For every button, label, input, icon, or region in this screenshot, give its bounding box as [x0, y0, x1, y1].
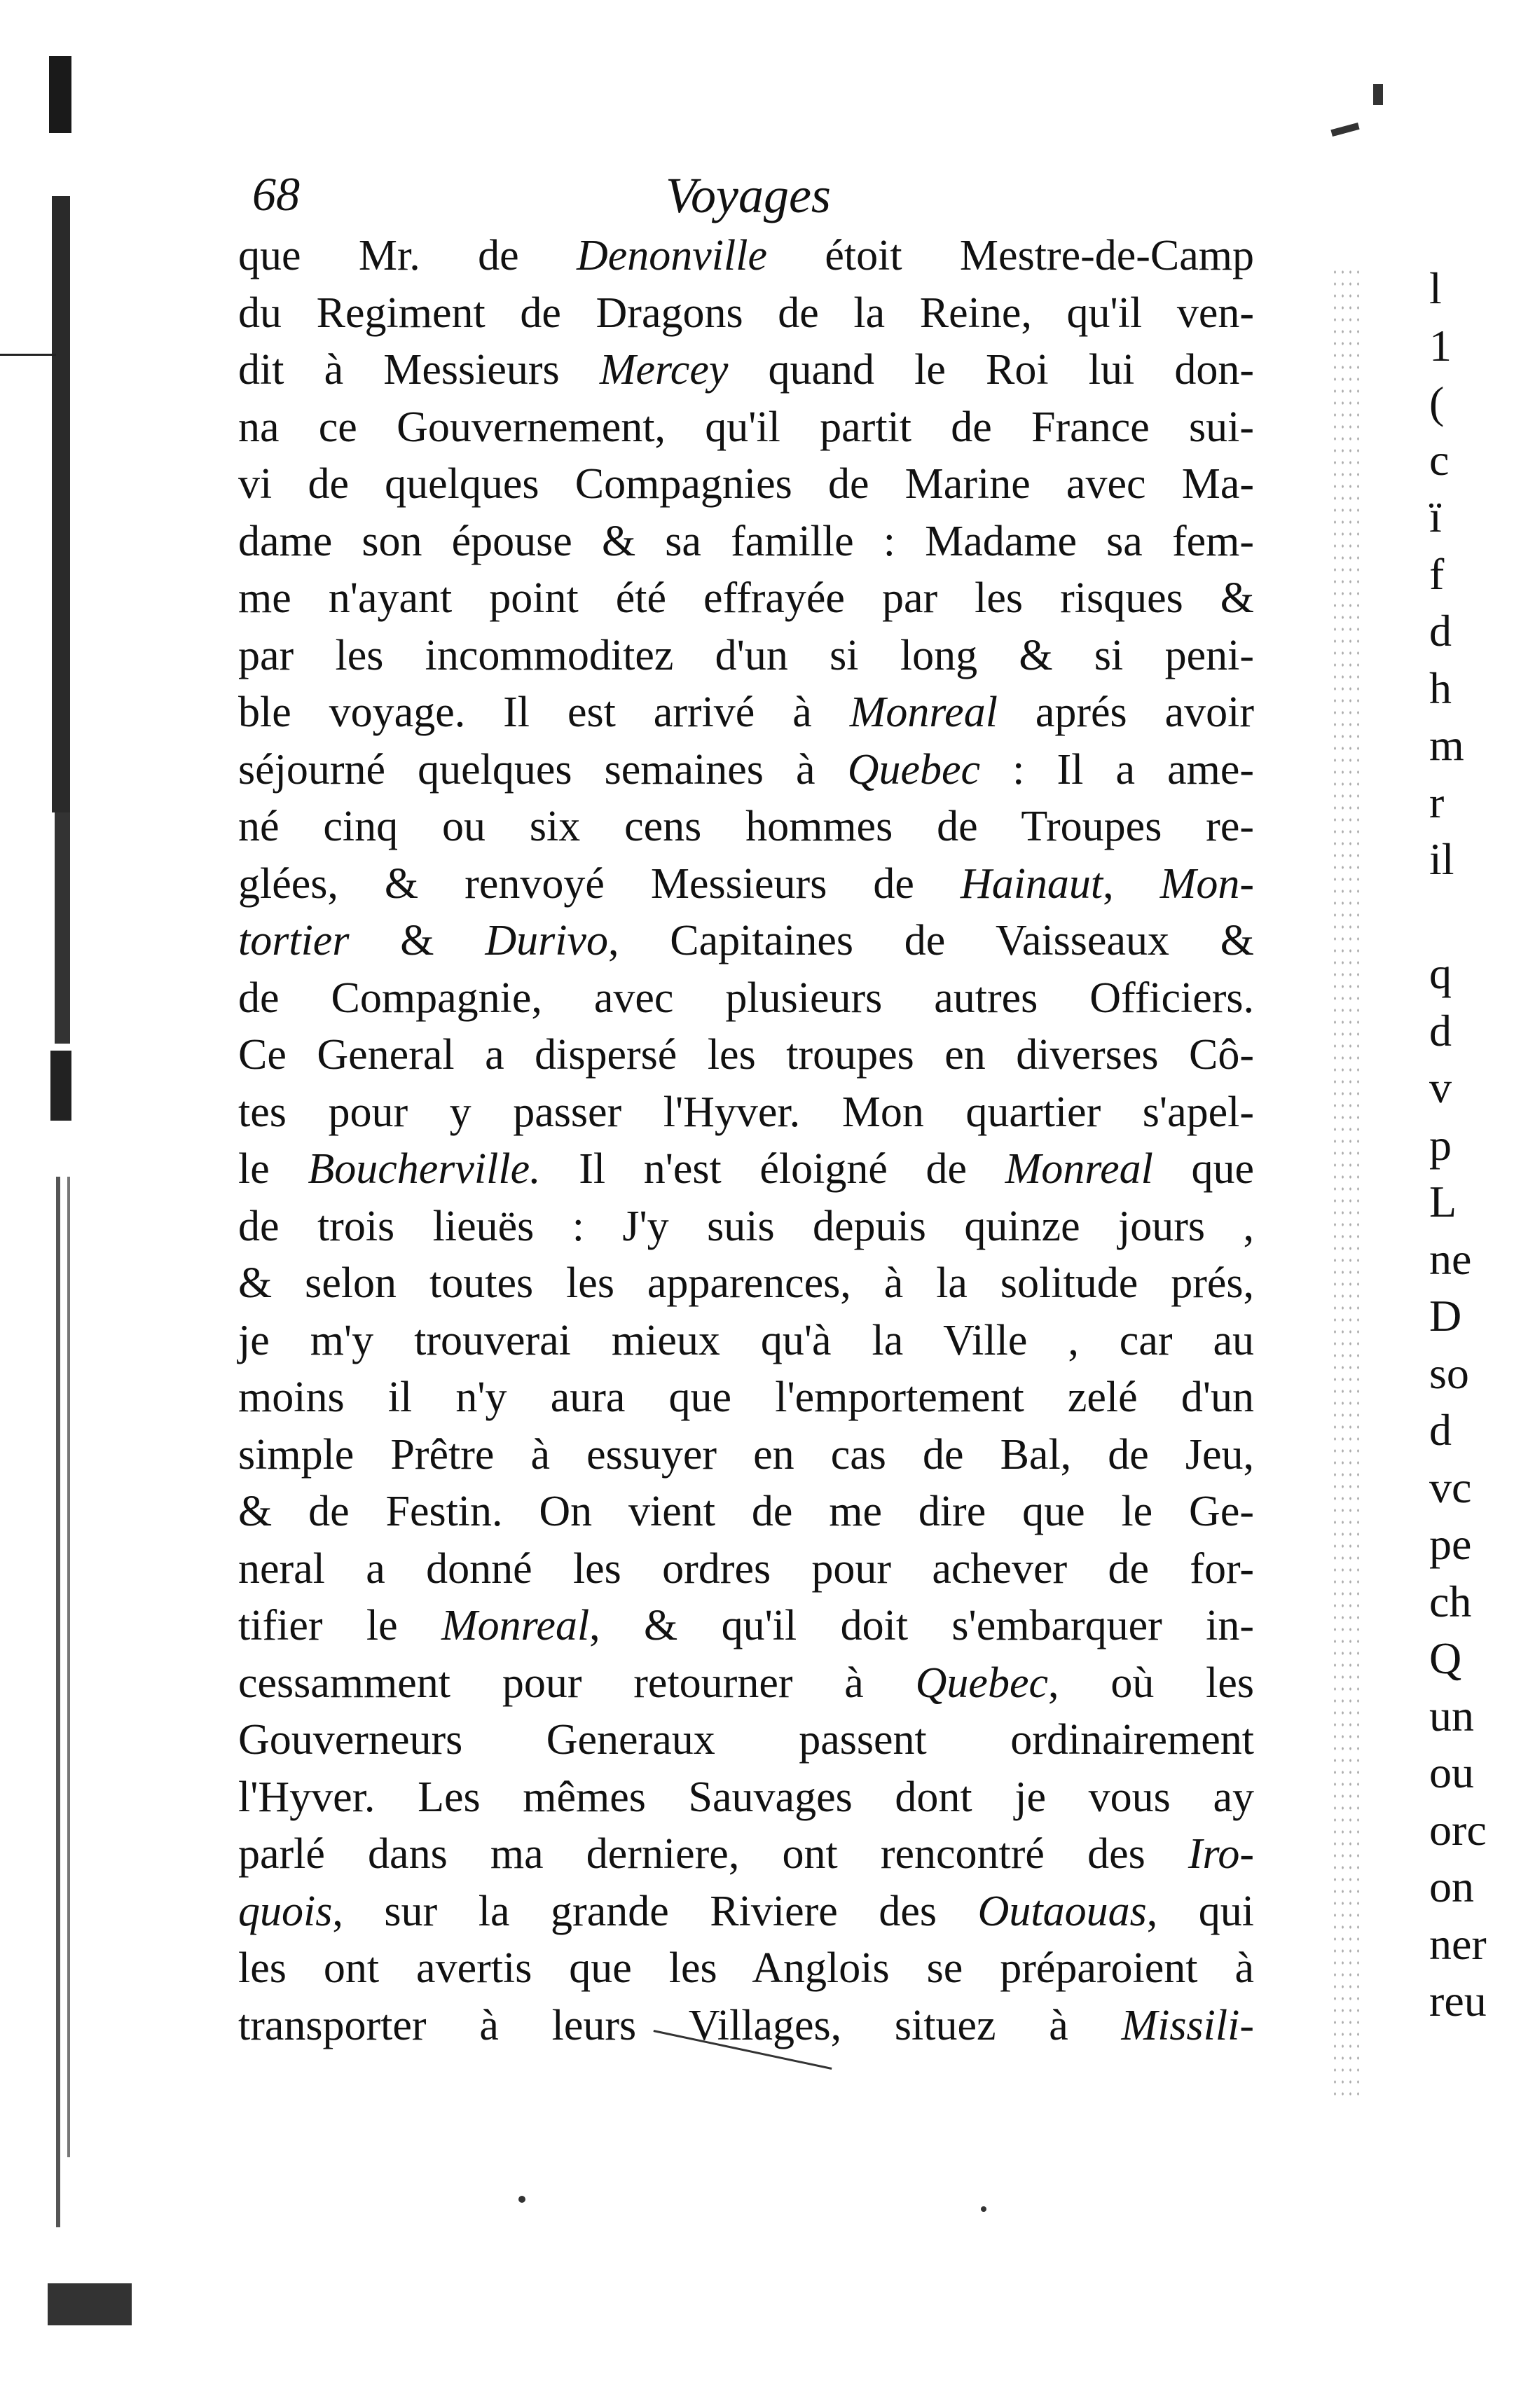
bleed-fragment: v	[1429, 1063, 1452, 1112]
text-line	[238, 1141, 1254, 1198]
scan-mark	[1330, 123, 1359, 137]
italic-run: Monreal	[1005, 1145, 1153, 1193]
text-line	[238, 1255, 1254, 1313]
next-page-bleed	[1429, 263, 1521, 2101]
text-run: l'Hyver. Les mêmes Sauvages dont je vous ay	[238, 1773, 1254, 1821]
text-run: dame son épouse & sa famille : Madame sa fem-	[238, 517, 1254, 565]
page-header	[252, 167, 1261, 230]
text-line	[238, 1998, 1254, 2055]
text-line	[238, 1313, 1254, 1370]
text-run: tifier le	[238, 1602, 441, 1649]
bleed-fragment: d	[1429, 1405, 1452, 1455]
bleed-fragment: ou	[1429, 1748, 1474, 1797]
text-run: Gouverneurs Generaux passent ordinairement	[238, 1716, 1254, 1764]
italic-run: Mercey	[599, 346, 729, 394]
bleed-fragment: un	[1429, 1690, 1474, 1741]
text-run: : Il a ame-	[980, 745, 1254, 794]
text-line	[238, 1427, 1254, 1484]
gutter-mark	[67, 1177, 70, 2157]
running-head: Voyages	[666, 167, 831, 223]
italic-run: Quebec	[915, 1659, 1048, 1707]
text-line	[238, 1198, 1254, 1256]
bleed-fragment: Q	[1429, 1633, 1462, 1683]
text-run: neral a donné les ordres pour achever de for-	[238, 1544, 1254, 1593]
text-run: parlé dans ma derniere, ont rencontré des	[238, 1830, 1188, 1878]
bleed-fragment: reu	[1429, 1976, 1487, 2026]
text-run: quand le Roi lui don-	[728, 346, 1254, 394]
bleed-fragment: d	[1429, 606, 1452, 656]
bleed-fragment: r	[1429, 777, 1445, 827]
italic-run: Hainaut	[960, 859, 1103, 908]
scan-noise	[1331, 266, 1359, 2101]
text-run: & de Festin. On vient de me dire que le Ge-	[238, 1488, 1254, 1535]
text-run: me n'ayant point été effrayée par les risques &	[238, 574, 1254, 622]
gutter-rule	[0, 354, 56, 356]
text-run: , qui	[1146, 1887, 1254, 1935]
text-line	[238, 1598, 1254, 1655]
text-line	[238, 285, 1254, 342]
italic-run: Iro-	[1188, 1830, 1254, 1878]
text-run: tes pour y passer l'Hyver. Mon quartier s'apel-	[238, 1088, 1254, 1136]
text-run: étoit Mestre-de-Camp	[767, 232, 1254, 279]
text-line	[238, 798, 1254, 856]
italic-run: Monreal	[441, 1602, 590, 1649]
text-line	[238, 1084, 1254, 1142]
text-run: ,	[1103, 859, 1160, 908]
text-line	[238, 1655, 1254, 1712]
text-run: simple Prêtre à essuyer en cas de Bal, de Jeu,	[238, 1430, 1254, 1479]
text-run: séjourné quelques semaines à	[238, 745, 848, 794]
italic-run: Boucherville.	[308, 1145, 541, 1193]
text-line	[238, 399, 1254, 457]
bleed-fragment: p	[1429, 1119, 1452, 1170]
text-line	[238, 628, 1254, 685]
bleed-fragment: ner	[1429, 1918, 1487, 1969]
bleed-fragment: q	[1429, 948, 1452, 998]
scan-mark	[981, 2206, 986, 2212]
text-run: cessamment pour retourner à	[238, 1659, 916, 1707]
bleed-fragment: pe	[1429, 1519, 1472, 1569]
gutter-mark	[52, 196, 70, 812]
text-run: par les incommoditez d'un si long & si peni-	[238, 631, 1254, 679]
body-text	[238, 228, 1254, 2054]
italic-run: Mon-	[1159, 859, 1254, 908]
bleed-fragment: ï	[1429, 492, 1442, 541]
bleed-fragment: (	[1429, 378, 1445, 427]
text-line	[238, 228, 1254, 285]
text-line	[238, 970, 1254, 1027]
scan-mark	[1373, 84, 1383, 105]
text-line	[238, 456, 1254, 513]
bleed-fragment: c	[1429, 434, 1450, 485]
text-line	[238, 513, 1254, 571]
page-number: 68	[252, 167, 300, 221]
text-run: aprés avoir	[997, 689, 1254, 736]
text-run: & selon toutes les apparences, à la solitude prés,	[238, 1259, 1254, 1307]
bleed-fragment: m	[1429, 720, 1464, 770]
italic-run: Outaouas	[977, 1887, 1147, 1935]
text-run: transporter à leurs Villages, situez à	[238, 2001, 1122, 2049]
text-run: Il n'est éloigné de	[540, 1145, 1005, 1193]
text-run: je m'y trouverai mieux qu'à la Ville , car au	[238, 1316, 1254, 1364]
text-line	[238, 342, 1254, 399]
text-run: , & qu'il doit s'embarquer in-	[589, 1602, 1255, 1649]
bleed-fragment: il	[1429, 834, 1454, 884]
text-line	[238, 1826, 1254, 1883]
bleed-fragment: L	[1429, 1177, 1457, 1226]
text-line	[238, 1769, 1254, 1827]
bleed-fragment: vc	[1429, 1462, 1472, 1512]
italic-run: tortier	[238, 917, 350, 964]
text-run: que Mr. de	[238, 232, 577, 279]
italic-run: Denonville	[576, 232, 767, 279]
gutter-mark	[48, 2283, 132, 2325]
text-run: que	[1152, 1145, 1255, 1193]
text-line	[238, 1369, 1254, 1427]
bleed-fragment: 1	[1429, 320, 1452, 371]
bleed-fragment: so	[1429, 1348, 1469, 1398]
text-run: moins il n'y aura que l'emportement zelé d'un	[238, 1373, 1254, 1421]
text-run: dit à Messieurs	[238, 346, 600, 394]
text-run: , sur la grande Riviere des	[332, 1887, 978, 1935]
text-run: glées, & renvoyé Messieurs de	[238, 859, 961, 908]
bleed-fragment: orc	[1429, 1804, 1487, 1855]
italic-run: Missili-	[1121, 2001, 1254, 2049]
gutter-mark	[56, 1177, 60, 2227]
bleed-fragment: D	[1429, 1291, 1462, 1341]
bleed-fragment: d	[1429, 1005, 1452, 1056]
text-line	[238, 1883, 1254, 1941]
text-line	[238, 1027, 1254, 1084]
text-run: Ce General a dispersé les troupes en diverses Cô-	[238, 1031, 1254, 1079]
gutter-mark	[50, 1051, 71, 1121]
text-line	[238, 1541, 1254, 1598]
italic-run: quois	[238, 1887, 333, 1935]
text-run: , Capitaines de Vaisseaux &	[607, 917, 1254, 964]
italic-run: Durivo	[485, 917, 608, 964]
text-run: de trois lieuës : J'y suis depuis quinze jours ,	[238, 1202, 1254, 1250]
text-run: du Regiment de Dragons de la Reine, qu'il ven-	[238, 289, 1254, 337]
text-line	[238, 570, 1254, 628]
italic-run: Quebec	[847, 745, 981, 794]
bleed-fragment: l	[1429, 263, 1442, 313]
bleed-fragment: ne	[1429, 1233, 1472, 1284]
text-line	[238, 913, 1254, 970]
binding-gutter	[42, 56, 98, 2339]
bleed-fragment: h	[1429, 663, 1452, 713]
text-run: les ont avertis que les Anglois se préparoient à	[238, 1944, 1254, 1992]
text-run: &	[349, 917, 486, 964]
text-run: de Compagnie, avec plusieurs autres Officiers.	[238, 974, 1254, 1022]
scan-mark	[518, 2196, 525, 2203]
text-line	[238, 1712, 1254, 1769]
text-line	[238, 856, 1254, 913]
bleed-fragment: on	[1429, 1862, 1474, 1911]
text-run: le	[238, 1145, 308, 1193]
bleed-fragment: ch	[1429, 1576, 1472, 1626]
text-run: vi de quelques Compagnies de Marine avec Ma-	[238, 460, 1254, 508]
gutter-mark	[55, 812, 70, 1044]
text-run: , où les	[1048, 1659, 1255, 1707]
bleed-fragment: f	[1429, 548, 1445, 599]
text-line	[238, 684, 1254, 742]
text-run: na ce Gouvernement, qu'il partit de France sui-	[238, 403, 1254, 451]
text-line	[238, 1940, 1254, 1998]
text-run: ble voyage. Il est arrivé à	[238, 689, 850, 736]
gutter-mark	[49, 56, 71, 133]
text-line	[238, 742, 1254, 799]
text-line	[238, 1483, 1254, 1541]
text-run: né cinq ou six cens hommes de Troupes re-	[238, 803, 1254, 850]
italic-run: Monreal	[849, 689, 998, 736]
